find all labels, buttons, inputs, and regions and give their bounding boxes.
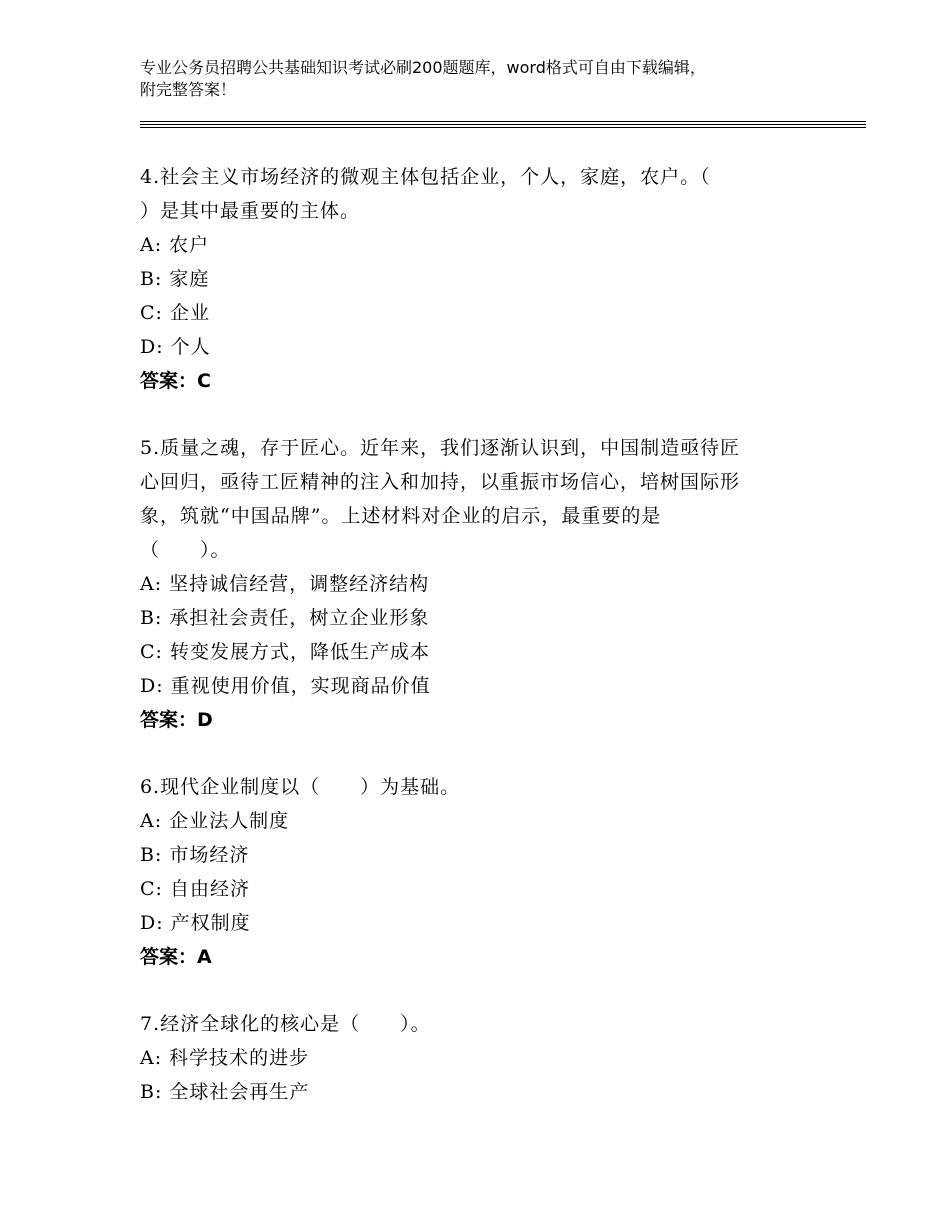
question-text: 6.现代企业制度以（ ）为基础。 [140,776,461,798]
option-d: D: 重视使用价值，实现商品价值 [140,675,431,697]
option-b: B: 市场经济 [140,844,250,866]
document-header [140,57,840,101]
question-list [140,160,820,1142]
option-b: B: 承担社会责任，树立企业形象 [140,607,430,629]
option-b: B: 全球社会再生产 [140,1081,310,1103]
question-4 [140,160,820,398]
option-d: D: 个人 [140,336,211,358]
option-a: A: 企业法人制度 [140,810,290,832]
option-a: A: 科学技术的进步 [140,1047,310,1069]
question-text: ）是其中最重要的主体。 [140,200,361,222]
answer-label: 答案：A [140,946,212,968]
option-c: C: 转变发展方式，降低生产成本 [140,641,430,663]
option-a: A: 农户 [140,234,210,256]
answer-label: 答案：C [140,370,211,392]
question-5 [140,431,820,737]
question-text: 7.经济全球化的核心是（ ）。 [140,1013,431,1035]
header-line-1: 专业公务员招聘公共基础知识考试必刷200题题库，word格式可自由下载编辑， [140,58,706,77]
option-c: C: 自由经济 [140,878,250,900]
answer-label: 答案：D [140,709,213,731]
option-a: A: 坚持诚信经营，调整经济结构 [140,573,430,595]
header-divider [140,121,866,122]
question-7 [140,1007,820,1109]
question-text: （ ）。 [140,539,231,561]
question-6 [140,770,820,974]
question-text: 心回归，亟待工匠精神的注入和加持，以重振市场信心，培树国际形 [140,471,741,493]
question-text: 5.质量之魂，存于匠心。近年来，我们逐渐认识到，中国制造亟待匠 [140,437,741,459]
header-line-2: 附完整答案！ [140,80,237,99]
question-text: 4.社会主义市场经济的微观主体包括企业，个人，家庭，农户。（ [140,166,711,188]
option-d: D: 产权制度 [140,912,251,934]
option-b: B: 家庭 [140,268,210,290]
option-c: C: 企业 [140,302,210,324]
header-divider [140,127,866,128]
header-divider [140,124,866,125]
question-text: 象，筑就“中国品牌”。上述材料对企业的启示，最重要的是 [140,505,662,527]
